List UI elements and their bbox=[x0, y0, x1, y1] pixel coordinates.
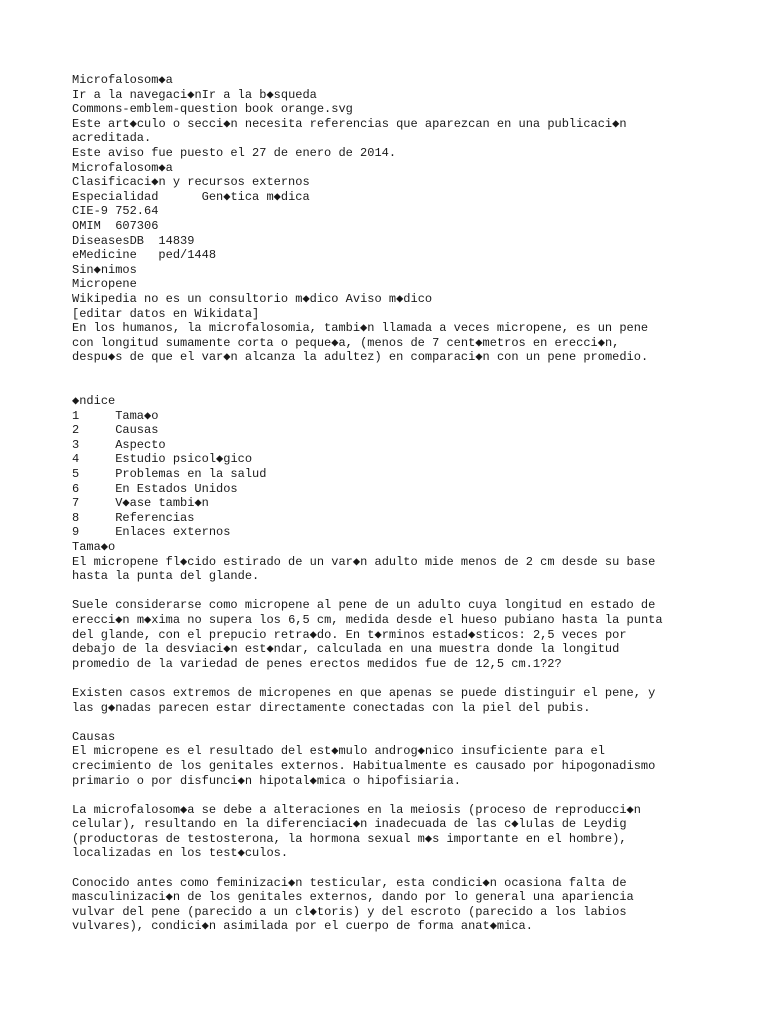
text-line: 3 Aspecto bbox=[72, 437, 166, 452]
text-line: despu◆s de que el var◆n alcanza la adultez) en comparaci◆n con un pene promedio. bbox=[72, 350, 649, 365]
text-line: 1 Tama◆o bbox=[72, 408, 159, 423]
text-line: Ir a la navegaci◆nIr a la b◆squeda bbox=[72, 87, 317, 102]
text-line: primario o por disfunci◆n hipotal◆mica o hipofisiaria. bbox=[72, 773, 461, 788]
text-line: 7 V◆ase tambi◆n bbox=[72, 496, 209, 511]
text-line: El micropene fl◆cido estirado de un var◆n adulto mide menos de 2 cm desde su base bbox=[72, 554, 656, 569]
text-line: ◆ndice bbox=[72, 394, 116, 409]
text-line: Sin◆nimos bbox=[72, 262, 137, 277]
text-line: 4 Estudio psicol◆gico bbox=[72, 452, 253, 467]
text-line: La microfalosom◆a se debe a alteraciones en la meiosis (proceso de reproducci◆n bbox=[72, 802, 641, 817]
text-line: vulvar del pene (parecido a un cl◆toris) y del escroto (parecido a los labios bbox=[72, 904, 627, 919]
text-line: Clasificaci◆n y recursos externos bbox=[72, 175, 310, 190]
text-line: [editar datos en Wikidata] bbox=[72, 306, 260, 321]
text-line: Micropene bbox=[72, 277, 137, 292]
text-line bbox=[72, 715, 762, 730]
text-line: crecimiento de los genitales externos. Habitualmente es causado por hipogonadismo bbox=[72, 758, 656, 773]
text-line: Este art◆culo o secci◆n necesita referencias que aparezcan en una publicaci◆n bbox=[72, 116, 627, 131]
text-line: Existen casos extremos de micropenes en que apenas se puede distinguir el pene, y bbox=[72, 685, 656, 700]
text-line bbox=[72, 861, 762, 876]
text-line: Wikipedia no es un consultorio m◆dico Aviso m◆dico bbox=[72, 291, 433, 306]
text-line: El micropene es el resultado del est◆mulo androg◆nico insuficiente para el bbox=[72, 744, 605, 759]
text-line: Suele considerarse como micropene al pene de un adulto cuya longitud en estado de bbox=[72, 598, 656, 613]
text-line bbox=[72, 379, 762, 394]
text-line: Este aviso fue puesto el 27 de enero de 2014. bbox=[72, 145, 397, 160]
text-line: Conocido antes como feminizaci◆n testicular, esta condici◆n ocasiona falta de bbox=[72, 875, 627, 890]
text-line: 5 Problemas en la salud bbox=[72, 467, 267, 482]
text-line: vulvares), condici◆n asimilada por el cuerpo de forma anat◆mica. bbox=[72, 919, 533, 934]
text-line: las g◆nadas parecen estar directamente conectadas con la piel del pubis. bbox=[72, 700, 591, 715]
text-line: promedio de la variedad de penes erectos medidos fue de 12,5 cm.1?2? bbox=[72, 656, 562, 671]
text-line: CIE-9 752.64 bbox=[72, 204, 159, 219]
text-line: Microfalosom◆a bbox=[72, 160, 173, 175]
text-line: Tama◆o bbox=[72, 540, 116, 554]
text-line: hasta la punta del glande. bbox=[72, 569, 260, 584]
text-line: 8 Referencias bbox=[72, 510, 195, 525]
document-text bbox=[72, 73, 762, 934]
text-line: Causas bbox=[72, 729, 116, 744]
text-line bbox=[72, 584, 762, 599]
text-line: debajo de la desviaci◆n est◆ndar, calculada en una muestra donde la longitud bbox=[72, 642, 620, 657]
text-line: OMIM 607306 bbox=[72, 218, 159, 233]
text-line: En los humanos, la microfalosomia, tambi◆n llamada a veces micropene, es un pene bbox=[72, 321, 649, 336]
text-line: 2 Causas bbox=[72, 423, 159, 438]
text-line: Commons-emblem-question book orange.svg bbox=[72, 102, 353, 117]
text-line: celular), resultando en la diferenciaci◆n inadecuada de las c◆lulas de Leydig bbox=[72, 817, 627, 832]
text-line: masculinizaci◆n de los genitales externos, dando por lo general una apariencia bbox=[72, 890, 634, 905]
text-line: con longitud sumamente corta o peque◆a, (menos de 7 cent◆metros en erecci◆n, bbox=[72, 335, 620, 350]
text-line: 9 Enlaces externos bbox=[72, 525, 231, 540]
text-line bbox=[72, 365, 762, 380]
text-line bbox=[72, 788, 762, 803]
text-line: Microfalosom◆a bbox=[72, 73, 173, 87]
text-line: erecci◆n m◆xima no supera los 6,5 cm, medida desde el hueso pubiano hasta la punta bbox=[72, 612, 663, 627]
text-line: acreditada. bbox=[72, 131, 152, 146]
text-line: DiseasesDB 14839 bbox=[72, 233, 195, 248]
text-line: 6 En Estados Unidos bbox=[72, 481, 238, 496]
text-line: localizadas en los test◆culos. bbox=[72, 846, 289, 861]
text-line: del glande, con el prepucio retra◆do. En t◆rminos estad◆sticos: 2,5 veces por bbox=[72, 627, 627, 642]
text-line: Especialidad Gen◆tica m◆dica bbox=[72, 189, 310, 204]
text-line bbox=[72, 671, 762, 686]
text-line: (productoras de testosterona, la hormona sexual m◆s importante en el hombre), bbox=[72, 831, 627, 846]
text-line: eMedicine ped/1448 bbox=[72, 248, 217, 263]
